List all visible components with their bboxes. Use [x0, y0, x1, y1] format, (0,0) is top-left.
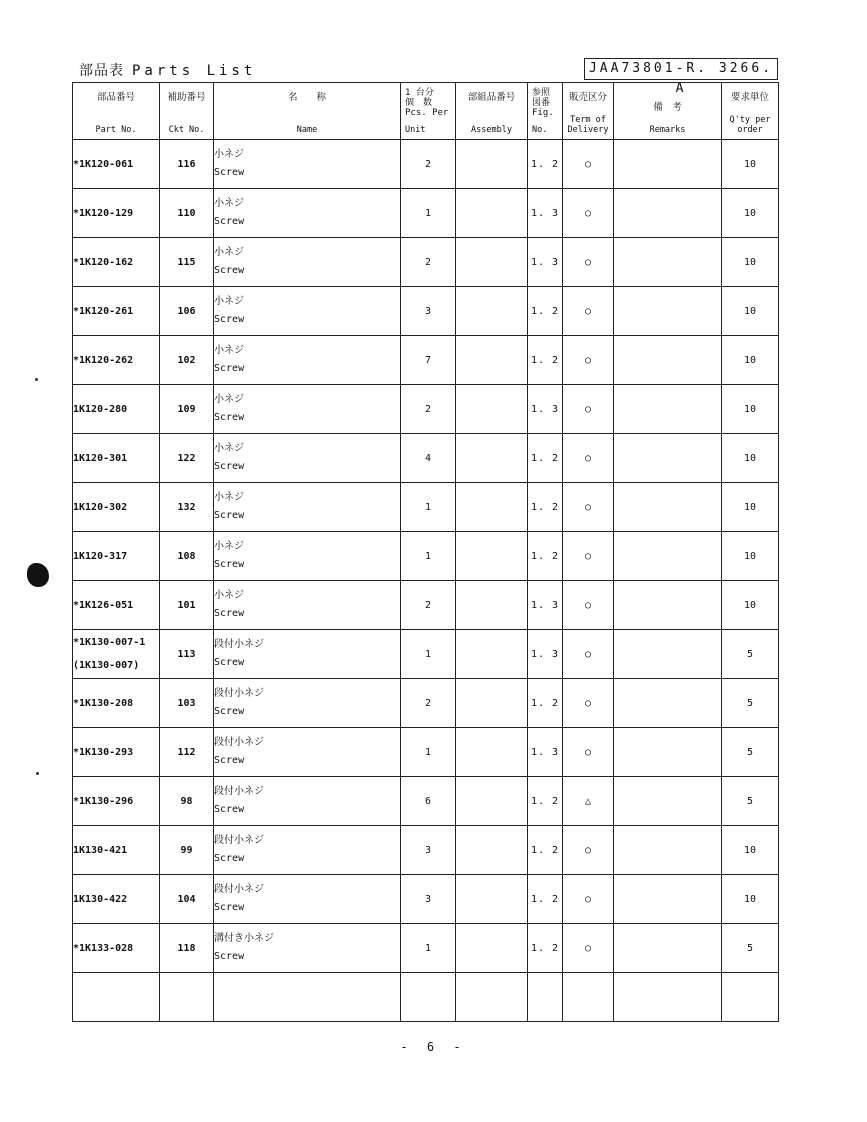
- remarks: [614, 826, 722, 875]
- name-en: Screw: [214, 559, 245, 570]
- name-cell: [214, 483, 401, 532]
- remarks: [614, 287, 722, 336]
- document-number: JAA73801-R. 3266. A: [584, 58, 778, 80]
- pcs-per-unit: 7: [401, 336, 456, 385]
- part-number: 1K120-302: [73, 501, 128, 513]
- term-of-delivery: ○: [563, 728, 614, 777]
- name-en: Screw: [214, 804, 245, 815]
- table-row: [73, 385, 779, 434]
- empty-cell: [722, 973, 779, 1022]
- part-number-cell: [73, 630, 160, 679]
- term-of-delivery: ○: [563, 875, 614, 924]
- pcs-per-unit: 3: [401, 875, 456, 924]
- name-en: Screw: [214, 314, 245, 325]
- remarks: [614, 336, 722, 385]
- part-number: *1K130-296: [73, 795, 134, 807]
- col-header-assembly: 部組品番号 Assembly: [456, 83, 528, 140]
- pcs-per-unit: 3: [401, 826, 456, 875]
- speck-mark: [35, 378, 38, 381]
- fig-no: 1. 2: [528, 679, 563, 728]
- part-number: 1K120-280: [73, 403, 128, 415]
- col-header-fig-no: 参照 図番 Fig. No.: [528, 83, 563, 140]
- pcs-per-unit: 1: [401, 483, 456, 532]
- name-cell: [214, 777, 401, 826]
- name-en: Screw: [214, 412, 245, 423]
- term-of-delivery: ○: [563, 924, 614, 973]
- pcs-per-unit: 1: [401, 924, 456, 973]
- table-row: [73, 140, 779, 189]
- pcs-per-unit: 1: [401, 630, 456, 679]
- col-header-name: 名 称 Name: [214, 83, 401, 140]
- table-row: [73, 728, 779, 777]
- name-en: Screw: [214, 853, 245, 864]
- pcs-per-unit: 3: [401, 287, 456, 336]
- fig-no: 1. 3: [528, 189, 563, 238]
- part-number-cell: [73, 287, 160, 336]
- empty-cell: [614, 973, 722, 1022]
- assembly-no: [456, 287, 528, 336]
- assembly-no: [456, 532, 528, 581]
- table-row: [73, 679, 779, 728]
- ckt-no: 103: [160, 679, 214, 728]
- table-row: [73, 875, 779, 924]
- name-cell: [214, 385, 401, 434]
- name-en: Screw: [214, 951, 245, 962]
- part-number-cell: [73, 532, 160, 581]
- fig-no: 1. 2: [528, 826, 563, 875]
- qty-per-order: 10: [722, 581, 779, 630]
- name-cell: [214, 189, 401, 238]
- remarks: [614, 630, 722, 679]
- assembly-no: [456, 483, 528, 532]
- ckt-no: 112: [160, 728, 214, 777]
- parts-table: [72, 82, 779, 1022]
- pcs-per-unit: 1: [401, 532, 456, 581]
- name-jp: 段付小ネジ: [214, 786, 264, 797]
- assembly-no: [456, 826, 528, 875]
- remarks: [614, 728, 722, 777]
- qty-per-order: 5: [722, 679, 779, 728]
- part-number: *1K130-208: [73, 697, 134, 709]
- part-number-cell: [73, 679, 160, 728]
- qty-per-order: 10: [722, 287, 779, 336]
- table-row: [73, 189, 779, 238]
- part-number: *1K133-028: [73, 942, 134, 954]
- name-jp: 段付小ネジ: [214, 835, 264, 846]
- col-header-remarks: 備 考 Remarks: [614, 83, 722, 140]
- term-of-delivery: ○: [563, 287, 614, 336]
- ckt-no: 109: [160, 385, 214, 434]
- part-number: *1K120-162: [73, 256, 134, 268]
- fig-no: 1. 3: [528, 238, 563, 287]
- table-row: [73, 434, 779, 483]
- ckt-no: 98: [160, 777, 214, 826]
- assembly-no: [456, 581, 528, 630]
- name-cell: [214, 679, 401, 728]
- fig-no: 1. 2: [528, 777, 563, 826]
- assembly-no: [456, 434, 528, 483]
- part-number: *1K130-293: [73, 746, 134, 758]
- empty-cell: [73, 973, 160, 1022]
- remarks: [614, 875, 722, 924]
- fig-no: 1. 2: [528, 140, 563, 189]
- part-number: *1K120-261: [73, 305, 134, 317]
- qty-per-order: 5: [722, 630, 779, 679]
- name-en: Screw: [214, 167, 245, 178]
- name-cell: [214, 287, 401, 336]
- ckt-no: 132: [160, 483, 214, 532]
- name-jp: 小ネジ: [214, 198, 244, 209]
- table-header-row: [73, 83, 779, 140]
- ckt-no: 118: [160, 924, 214, 973]
- part-number: *1K130-007-1: [73, 637, 146, 648]
- part-number-cell: [73, 581, 160, 630]
- term-of-delivery: ○: [563, 483, 614, 532]
- table-row: [73, 924, 779, 973]
- name-en: Screw: [214, 902, 245, 913]
- part-number-cell: [73, 434, 160, 483]
- term-of-delivery: ○: [563, 238, 614, 287]
- name-jp: 小ネジ: [214, 541, 244, 552]
- part-number: 1K120-301: [73, 452, 128, 464]
- part-number: 1K120-317: [73, 550, 128, 562]
- assembly-no: [456, 189, 528, 238]
- remarks: [614, 140, 722, 189]
- name-jp: 小ネジ: [214, 345, 244, 356]
- remarks: [614, 924, 722, 973]
- part-number-cell: [73, 483, 160, 532]
- name-jp: 小ネジ: [214, 443, 244, 454]
- ckt-no: 116: [160, 140, 214, 189]
- table-row: [73, 826, 779, 875]
- name-en: Screw: [214, 265, 245, 276]
- fig-no: 1. 2: [528, 532, 563, 581]
- part-number: *1K120-061: [73, 158, 134, 170]
- table-row: [73, 777, 779, 826]
- fig-no: 1. 2: [528, 483, 563, 532]
- name-cell: [214, 924, 401, 973]
- name-en: Screw: [214, 657, 245, 668]
- page-number: - 6 -: [400, 1040, 467, 1054]
- empty-cell: [563, 973, 614, 1022]
- term-of-delivery: △: [563, 777, 614, 826]
- qty-per-order: 5: [722, 728, 779, 777]
- part-number-cell: [73, 924, 160, 973]
- remarks: [614, 434, 722, 483]
- ckt-no: 108: [160, 532, 214, 581]
- assembly-no: [456, 924, 528, 973]
- name-en: Screw: [214, 706, 245, 717]
- ckt-no: 122: [160, 434, 214, 483]
- fig-no: 1. 2: [528, 287, 563, 336]
- table-row: [73, 630, 779, 679]
- name-jp: 小ネジ: [214, 247, 244, 258]
- pcs-per-unit: 1: [401, 728, 456, 777]
- name-cell: [214, 630, 401, 679]
- assembly-no: [456, 728, 528, 777]
- assembly-no: [456, 630, 528, 679]
- part-number-alt: (1K130-007): [73, 660, 140, 671]
- empty-cell: [528, 973, 563, 1022]
- name-jp: 溝付き小ネジ: [214, 933, 274, 944]
- term-of-delivery: ○: [563, 385, 614, 434]
- empty-cell: [401, 973, 456, 1022]
- pcs-per-unit: 6: [401, 777, 456, 826]
- remarks: [614, 777, 722, 826]
- part-number: *1K126-051: [73, 599, 134, 611]
- qty-per-order: 10: [722, 483, 779, 532]
- ckt-no: 101: [160, 581, 214, 630]
- pcs-per-unit: 2: [401, 140, 456, 189]
- fig-no: 1. 3: [528, 630, 563, 679]
- ckt-no: 99: [160, 826, 214, 875]
- empty-cell: [160, 973, 214, 1022]
- pcs-per-unit: 4: [401, 434, 456, 483]
- term-of-delivery: ○: [563, 336, 614, 385]
- name-cell: [214, 826, 401, 875]
- fig-no: 1. 2: [528, 924, 563, 973]
- pcs-per-unit: 2: [401, 385, 456, 434]
- qty-per-order: 5: [722, 777, 779, 826]
- pcs-per-unit: 2: [401, 679, 456, 728]
- qty-per-order: 10: [722, 826, 779, 875]
- col-header-pcs-per-unit: 1 台分 個 数 Pcs. Per Unit: [401, 83, 456, 140]
- part-number: *1K120-262: [73, 354, 134, 366]
- empty-table-row: [73, 973, 779, 1022]
- ckt-no: 110: [160, 189, 214, 238]
- qty-per-order: 10: [722, 532, 779, 581]
- fig-no: 1. 2: [528, 434, 563, 483]
- qty-per-order: 5: [722, 924, 779, 973]
- table-row: [73, 581, 779, 630]
- name-en: Screw: [214, 608, 245, 619]
- name-jp: 段付小ネジ: [214, 884, 264, 895]
- qty-per-order: 10: [722, 140, 779, 189]
- assembly-no: [456, 140, 528, 189]
- remarks: [614, 238, 722, 287]
- part-number: 1K130-422: [73, 893, 128, 905]
- name-jp: 小ネジ: [214, 492, 244, 503]
- title-en: Parts List: [132, 63, 257, 79]
- col-header-qty-per-order: 要求単位 Q'ty per order: [722, 83, 779, 140]
- name-cell: [214, 532, 401, 581]
- table-row: [73, 483, 779, 532]
- part-number: 1K130-421: [73, 844, 128, 856]
- part-number-cell: [73, 826, 160, 875]
- term-of-delivery: ○: [563, 140, 614, 189]
- pcs-per-unit: 2: [401, 238, 456, 287]
- remarks: [614, 189, 722, 238]
- name-cell: [214, 140, 401, 189]
- name-en: Screw: [214, 510, 245, 521]
- ckt-no: 115: [160, 238, 214, 287]
- empty-cell: [456, 973, 528, 1022]
- col-header-part-no: 部品番号 Part No.: [73, 83, 160, 140]
- name-cell: [214, 238, 401, 287]
- name-en: Screw: [214, 216, 245, 227]
- qty-per-order: 10: [722, 238, 779, 287]
- name-jp: 小ネジ: [214, 394, 244, 405]
- page-title: [79, 60, 256, 80]
- empty-cell: [214, 973, 401, 1022]
- ckt-no: 104: [160, 875, 214, 924]
- assembly-no: [456, 777, 528, 826]
- part-number-cell: [73, 777, 160, 826]
- name-en: Screw: [214, 461, 245, 472]
- assembly-no: [456, 875, 528, 924]
- name-jp: 段付小ネジ: [214, 688, 264, 699]
- table-row: [73, 336, 779, 385]
- col-header-ckt-no: 補助番号 Ckt No.: [160, 83, 214, 140]
- part-number-cell: [73, 385, 160, 434]
- term-of-delivery: ○: [563, 434, 614, 483]
- name-cell: [214, 728, 401, 777]
- fig-no: 1. 2: [528, 875, 563, 924]
- qty-per-order: 10: [722, 875, 779, 924]
- name-cell: [214, 875, 401, 924]
- remarks: [614, 679, 722, 728]
- name-jp: 段付小ネジ: [214, 639, 264, 650]
- part-number-cell: [73, 189, 160, 238]
- qty-per-order: 10: [722, 385, 779, 434]
- name-jp: 小ネジ: [214, 149, 244, 160]
- table-row: [73, 238, 779, 287]
- name-en: Screw: [214, 363, 245, 374]
- table-row: [73, 532, 779, 581]
- table-row: [73, 287, 779, 336]
- assembly-no: [456, 679, 528, 728]
- term-of-delivery: ○: [563, 679, 614, 728]
- remarks: [614, 483, 722, 532]
- ckt-no: 113: [160, 630, 214, 679]
- name-jp: 小ネジ: [214, 296, 244, 307]
- part-number-cell: [73, 875, 160, 924]
- title-jp: 部品表: [79, 63, 124, 79]
- part-number-cell: [73, 140, 160, 189]
- remarks: [614, 581, 722, 630]
- name-jp: 小ネジ: [214, 590, 244, 601]
- fig-no: 1. 3: [528, 581, 563, 630]
- part-number-cell: [73, 728, 160, 777]
- fig-no: 1. 2: [528, 336, 563, 385]
- ckt-no: 102: [160, 336, 214, 385]
- term-of-delivery: ○: [563, 532, 614, 581]
- fig-no: 1. 3: [528, 385, 563, 434]
- qty-per-order: 10: [722, 336, 779, 385]
- part-number-cell: [73, 238, 160, 287]
- assembly-no: [456, 385, 528, 434]
- fig-no: 1. 3: [528, 728, 563, 777]
- name-jp: 段付小ネジ: [214, 737, 264, 748]
- part-number-cell: [73, 336, 160, 385]
- name-en: Screw: [214, 755, 245, 766]
- remarks: [614, 532, 722, 581]
- col-header-term-of-delivery: 販売区分 Term of Delivery: [563, 83, 614, 140]
- pcs-per-unit: 1: [401, 189, 456, 238]
- term-of-delivery: ○: [563, 189, 614, 238]
- term-of-delivery: ○: [563, 630, 614, 679]
- name-cell: [214, 336, 401, 385]
- part-number: *1K120-129: [73, 207, 134, 219]
- qty-per-order: 10: [722, 189, 779, 238]
- assembly-no: [456, 238, 528, 287]
- pcs-per-unit: 2: [401, 581, 456, 630]
- term-of-delivery: ○: [563, 581, 614, 630]
- ckt-no: 106: [160, 287, 214, 336]
- term-of-delivery: ○: [563, 826, 614, 875]
- name-cell: [214, 581, 401, 630]
- ink-blot-mark: [27, 563, 49, 587]
- speck-mark: [36, 772, 39, 775]
- name-cell: [214, 434, 401, 483]
- assembly-no: [456, 336, 528, 385]
- remarks: [614, 385, 722, 434]
- qty-per-order: 10: [722, 434, 779, 483]
